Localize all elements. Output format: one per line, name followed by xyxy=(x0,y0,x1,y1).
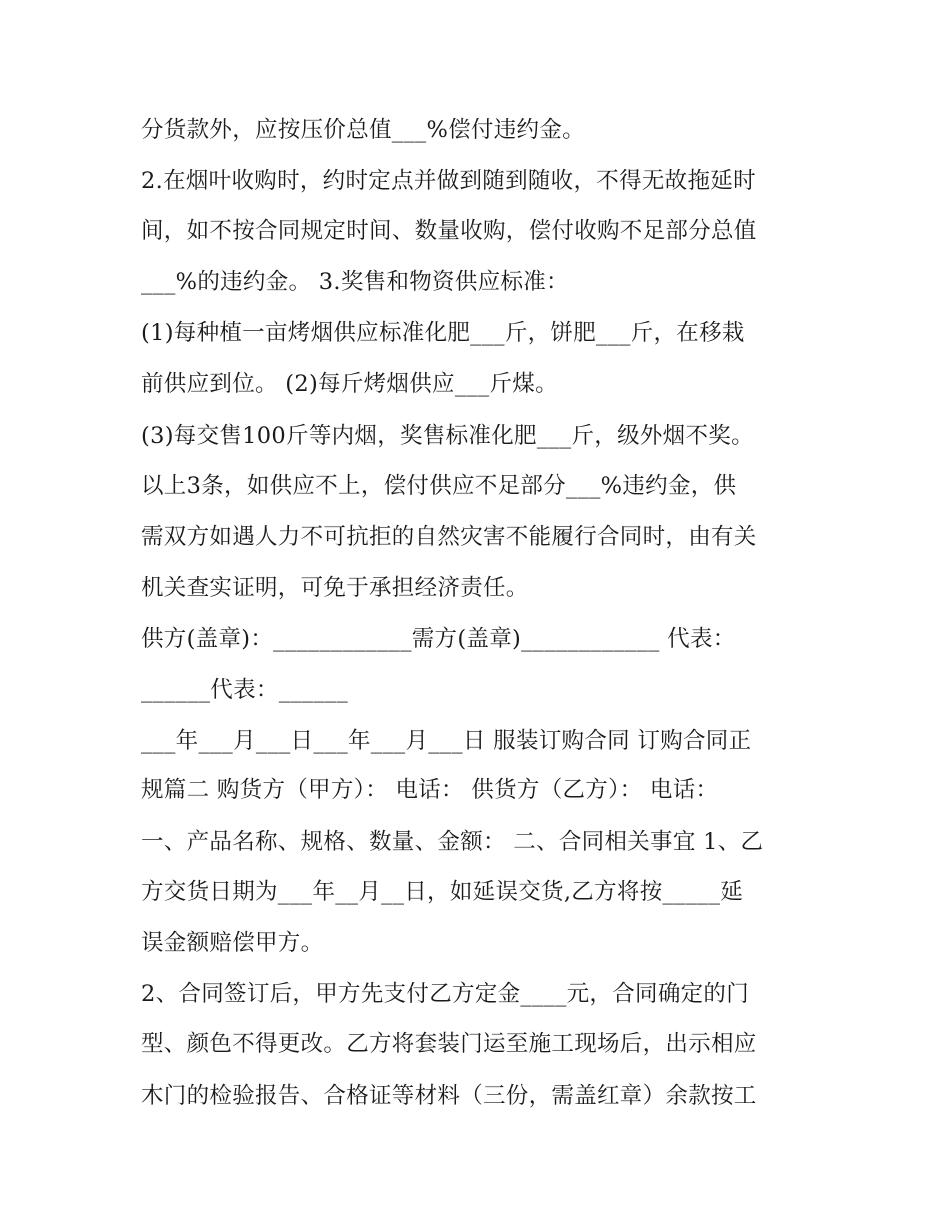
text-line: 规篇二 购货方（甲方）： 电话： 供货方（乙方）： 电话： xyxy=(141,777,719,803)
text-line: (3)每交售100斤等内烟，奖售标准化肥___斤，级外烟不奖。 xyxy=(141,423,754,449)
text-line: 需双方如遇人力不可抗拒的自然灾害不能履行合同时，由有关 xyxy=(141,524,757,550)
text-line: 间，如不按合同规定时间、数量收购，偿付收购不足部分总值 xyxy=(141,218,757,244)
text-line: 前供应到位。 (2)每斤烤烟供应___斤煤。 xyxy=(141,371,558,397)
text-line: 误金额赔偿甲方。 xyxy=(141,930,324,956)
text-line: 木门的检验报告、合格证等材料（三份，需盖红章）余款按工 xyxy=(141,1083,757,1109)
text-line: ___年___月___日___年___月___日 服装订购合同 订购合同正 xyxy=(141,728,752,754)
text-line: ___%的违约金。 3.奖售和物资供应标准： xyxy=(141,269,569,295)
text-line: 机关查实证明，可免于承担经济责任。 xyxy=(141,575,529,601)
text-line: 2、合同签订后，甲方先支付乙方定金____元，合同确定的门 xyxy=(141,981,750,1007)
text-line: 方交货日期为___年__月__日，如延误交货,乙方将按_____延 xyxy=(141,879,744,905)
text-line: 一、产品名称、规格、数量、金额： 二、合同相关事宜 1、乙 xyxy=(141,829,764,855)
text-line: 以上3条，如供应不上，偿付供应不足部分___%违约金，供 xyxy=(141,473,737,499)
text-line: 供方(盖章)：____________需方(盖章)____________ 代表： xyxy=(141,626,736,652)
text-line: 型、颜色不得更改。乙方将套装门运至施工现场后，出示相应 xyxy=(141,1031,757,1057)
text-line: 分货款外，应按压价总值___%偿付违约金。 xyxy=(141,117,585,143)
text-line: ______代表：______ xyxy=(141,677,348,703)
text-line: (1)每种植一亩烤烟供应标准化肥___斤，饼肥___斤，在移栽 xyxy=(141,320,745,346)
text-line: 2.在烟叶收购时，约时定点并做到随到随收，不得无故拖延时 xyxy=(141,168,756,194)
